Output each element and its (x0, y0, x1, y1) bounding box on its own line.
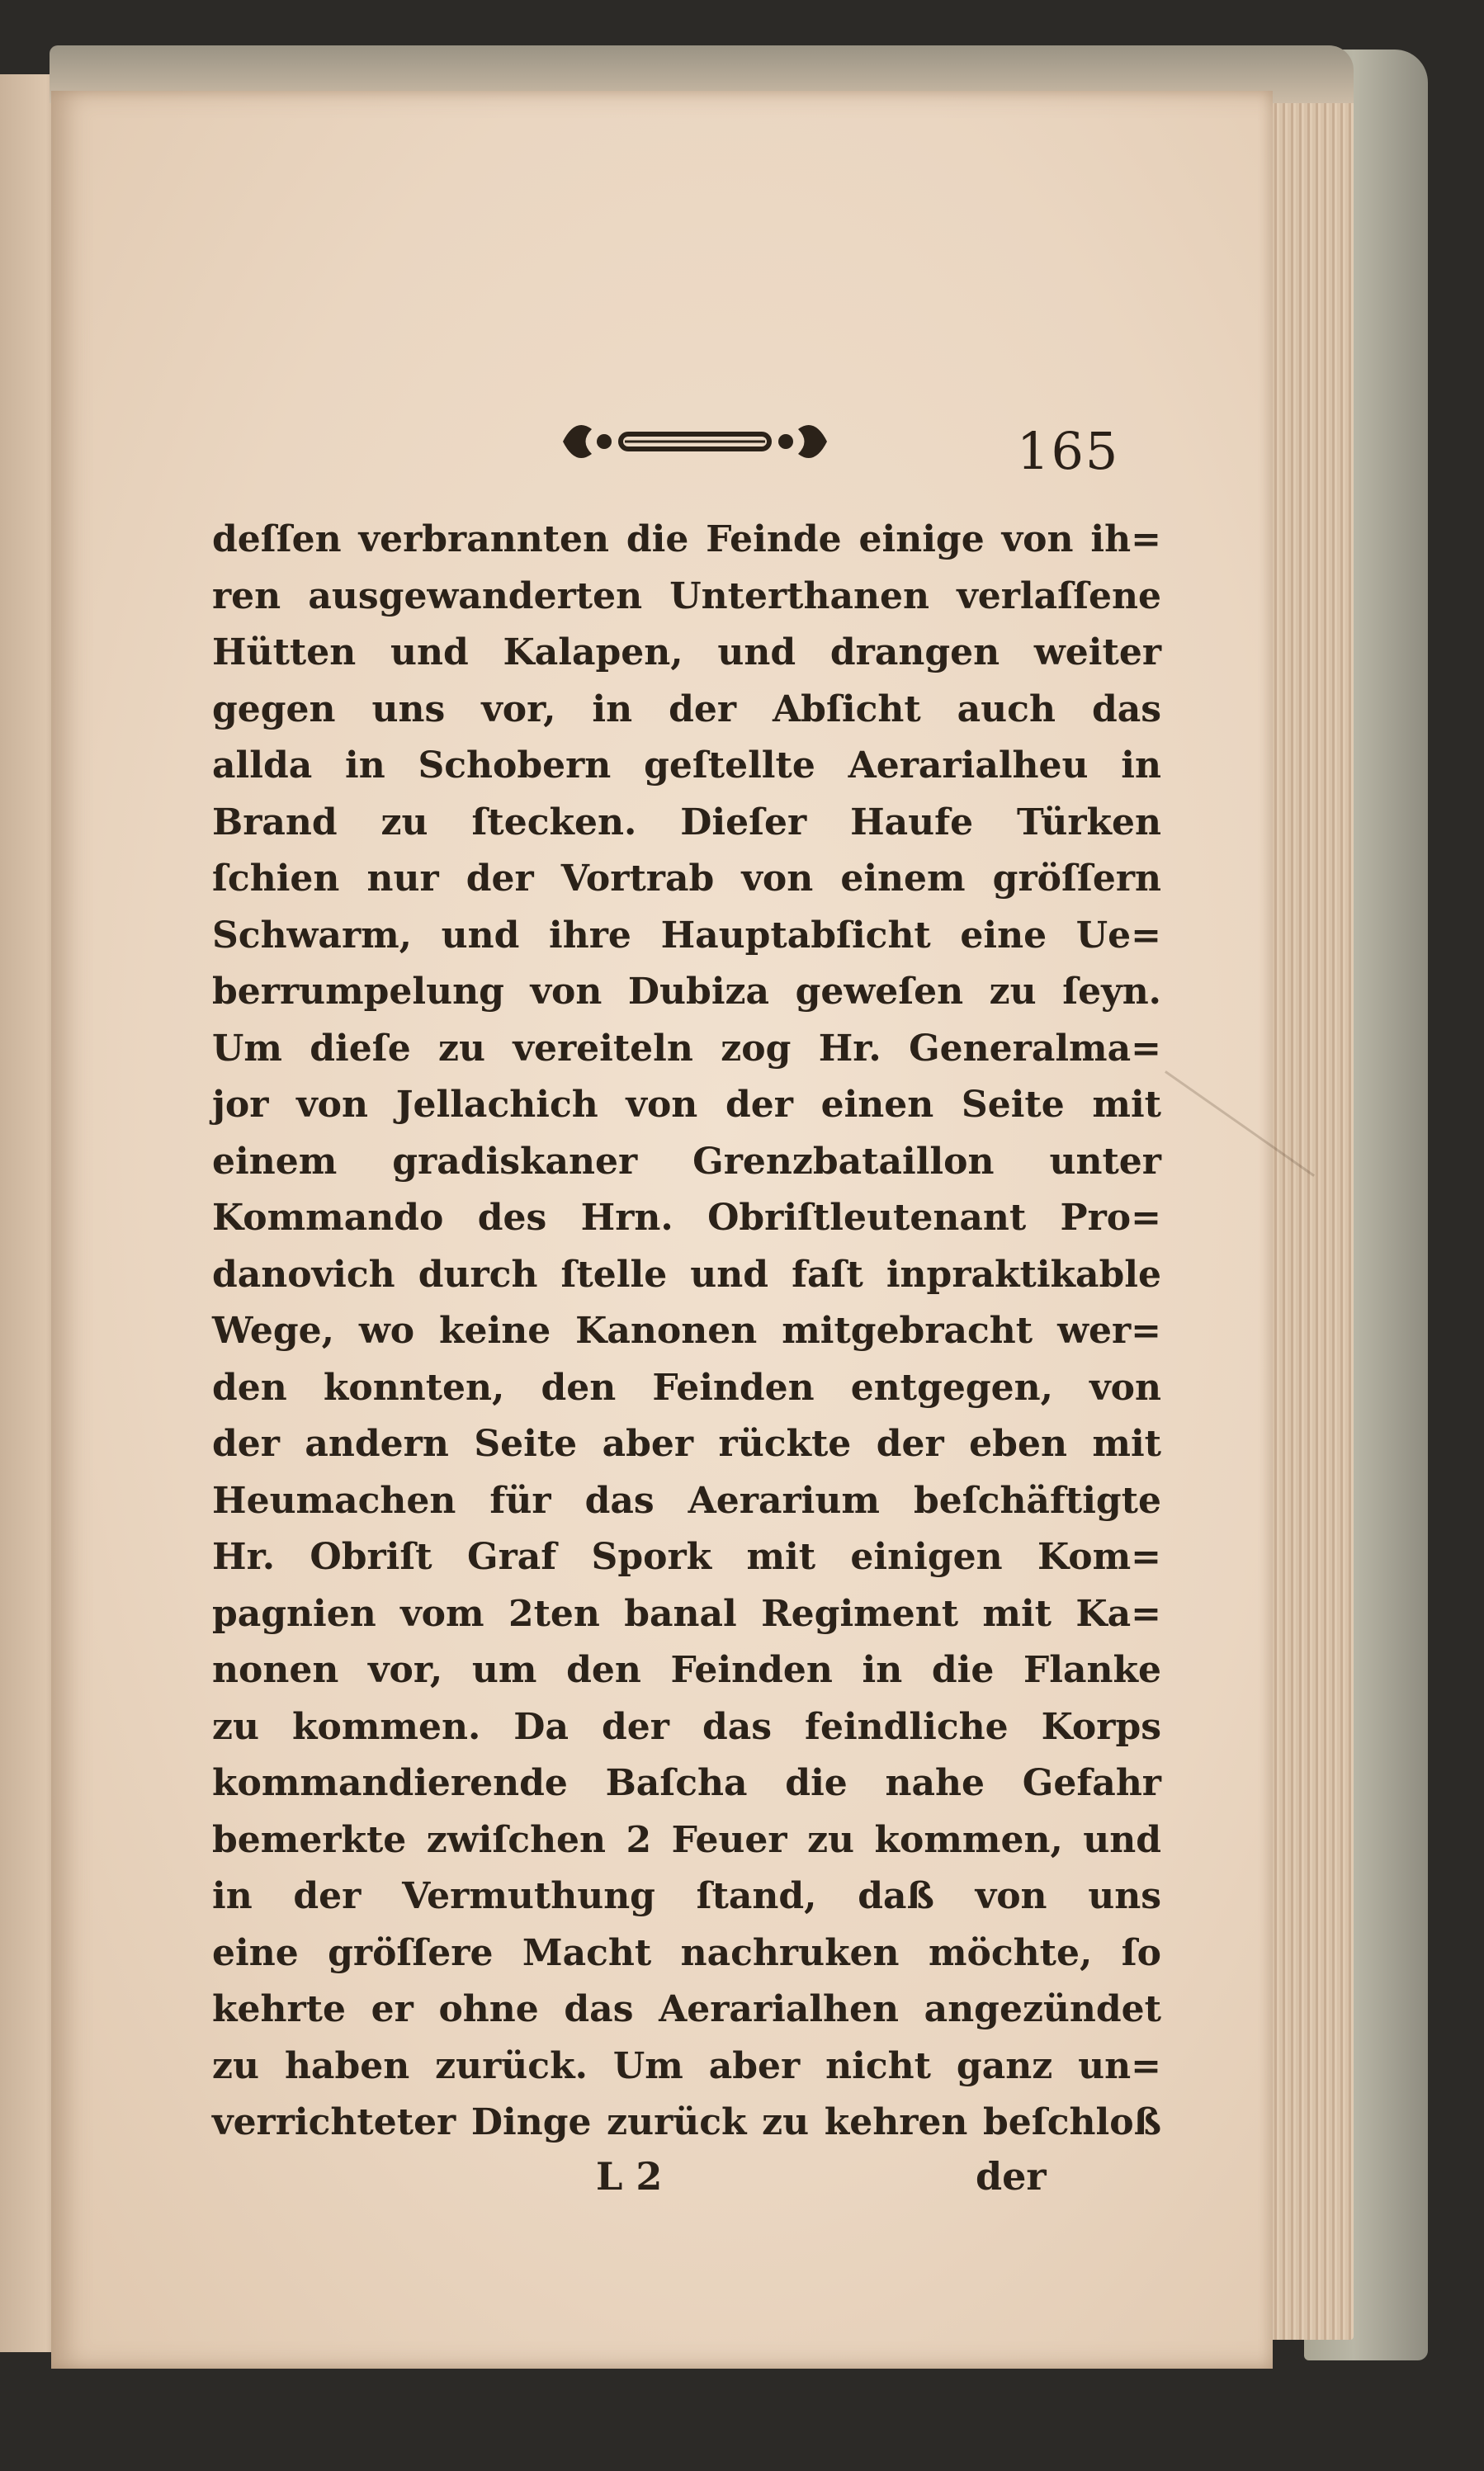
text-line: zu haben zurück. Um aber nicht ganz un= (212, 2044, 1161, 2087)
page-footer (51, 2154, 1273, 2220)
text-line: kehrte er ohne das Aerarialhen angezündet (212, 1988, 1161, 2030)
text-line: jor von Jellachich von der einen Seite mit (212, 1084, 1161, 1126)
text-line: einem gradiskaner Grenzbataillon unter (212, 1140, 1161, 1183)
text-line: der andern Seite aber rückte der eben mit (212, 1423, 1161, 1465)
text-line: Kommando des Hrn. Obriſtleutenant Pro= (212, 1197, 1161, 1239)
body-text (212, 512, 1161, 2152)
text-line: danovich durch ſtelle und faſt inpraktikable (212, 1253, 1161, 1296)
text-line: Heumachen für das Aerarium beſchäftigte (212, 1479, 1161, 1522)
book-page (51, 91, 1273, 2369)
page-header (51, 388, 1273, 487)
text-line: Hr. Obriſt Graf Spork mit einigen Kom= (212, 1536, 1161, 1578)
text-line: gegen uns vor, in der Abſicht auch das (212, 687, 1161, 730)
text-line: bemerkte zwiſchen 2 Feuer zu kommen, und (212, 1818, 1161, 1861)
typographic-ornament-icon (546, 404, 844, 479)
text-line: den konnten, den Feinden entgegen, von (212, 1366, 1161, 1409)
text-line: Schwarm, und ihre Hauptabſicht eine Ue= (212, 914, 1161, 957)
text-line: Brand zu ſtecken. Dieſer Haufe Türken (212, 801, 1161, 843)
text-line: kommandierende Baſcha die nahe Gefahr (212, 1762, 1161, 1804)
text-line: Wege, wo keine Kanonen mitgebracht wer= (212, 1310, 1161, 1352)
text-line: deſſen verbrannten die Feinde einige von ih= (212, 518, 1161, 560)
text-line: ſchien nur der Vortrab von einem gröſſern (212, 858, 1161, 900)
text-line: allda in Schobern geſtellte Aerarialheu in (212, 744, 1161, 787)
text-line: nonen vor, um den Feinden in die Flanke (212, 1649, 1161, 1691)
catchword: der (976, 2154, 1047, 2199)
text-line: verrichteter Dinge zurück zu kehren beſchloß (212, 2101, 1161, 2143)
text-line: pagnien vom 2ten banal Regiment mit Ka= (212, 1592, 1161, 1635)
signature-mark: L 2 (596, 2154, 663, 2199)
text-line: ren ausgewanderten Unterthanen verlaſſene (212, 574, 1161, 617)
text-line: in der Vermuthung ſtand, daß von uns (212, 1875, 1161, 1917)
text-line: Hütten und Kalapen, und drangen weiter (212, 631, 1161, 673)
text-line: eine gröſſere Macht nachruken möchte, ſo (212, 1931, 1161, 1974)
page-number: 165 (1017, 421, 1120, 481)
text-line: berrumpelung von Dubiza geweſen zu ſeyn. (212, 971, 1161, 1013)
text-line: zu kommen. Da der das feindliche Korps (212, 1705, 1161, 1748)
text-line: Um dieſe zu vereiteln zog Hr. Generalma= (212, 1027, 1161, 1070)
